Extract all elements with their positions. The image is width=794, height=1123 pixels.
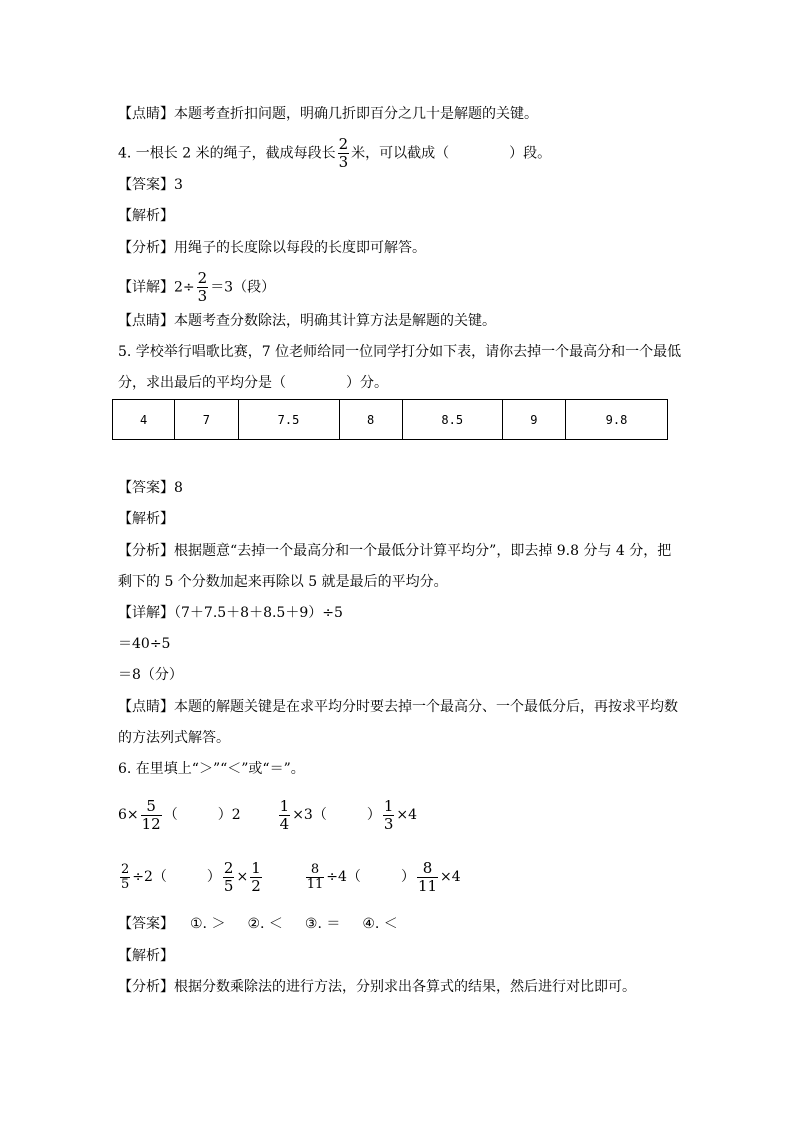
question-5-text-b: ）分。 xyxy=(346,375,388,391)
expr-1-text-b: （ xyxy=(163,807,178,823)
fraction-denominator: 3 xyxy=(383,814,394,833)
fraction-numerator: 8 xyxy=(417,860,438,878)
answer-6-item-4: ④. ＜ xyxy=(362,916,398,932)
expr-3-text-b: ÷2（ xyxy=(132,869,167,885)
answer-5: 【答案】8 xyxy=(118,480,183,496)
question-6: 6. 在里填上“＞”“＜”或“＝”。 xyxy=(118,761,305,777)
fraction-numerator: 1 xyxy=(251,858,261,877)
answer-6 xyxy=(118,914,398,934)
scores-table xyxy=(112,399,668,440)
xiangjie-5-line-3: ＝8（分） xyxy=(118,667,183,683)
fraction-denominator: 3 xyxy=(197,287,208,305)
fraction-numerator: 2 xyxy=(197,269,208,287)
expr-2-text-d: ×4 xyxy=(396,807,418,823)
fraction-denominator: 5 xyxy=(223,876,234,895)
fraction-denominator: 12 xyxy=(141,814,161,833)
fraction-8-11 xyxy=(306,863,325,892)
fraction-numerator: 1 xyxy=(279,796,290,815)
jiexi-6: 【解析】 xyxy=(118,948,174,964)
expr-3-text-d: × xyxy=(236,869,249,885)
question-5-line-2 xyxy=(118,373,388,393)
fraction-numerator: 2 xyxy=(121,861,130,877)
fraction-two-thirds xyxy=(338,136,350,171)
xiangjie-5-line-2: ＝40÷5 xyxy=(118,636,171,652)
jiexi-4: 【解析】 xyxy=(118,208,174,224)
table-cell: 8.5 xyxy=(402,400,502,440)
expr-1-text-c: ）2 xyxy=(217,807,241,823)
fraction-8-11 xyxy=(417,860,438,895)
dianjing-5-line-2: 的方法列式解答。 xyxy=(118,730,230,746)
fraction-5-12 xyxy=(141,798,162,833)
dianjing-line-q3: 【点睛】本题考查折扣问题，明确几折即百分之几十是解题的关键。 xyxy=(118,106,538,122)
expr-4-text-b: ÷4（ xyxy=(326,869,361,885)
fraction-2-5 xyxy=(223,860,235,895)
fraction-2-5 xyxy=(120,863,130,892)
question-4-text-a: 4. 一根长 2 米的绳子，截成每段长 xyxy=(118,145,336,162)
fraction-numerator: 5 xyxy=(141,798,162,816)
table-cell: 7 xyxy=(175,400,238,440)
dianjing-5-line-1: 【点睛】本题的解题关键是在求平均分时要去掉一个最高分、一个最低分后，再按求平均数 xyxy=(118,699,678,715)
xiangjie-5-line-1: 【详解】（7＋7.5＋8＋8.5＋9）÷5 xyxy=(118,605,343,621)
jiexi-5: 【解析】 xyxy=(118,511,174,527)
fenxi-6: 【分析】根据分数乘除法的进行方法，分别求出各算式的结果，然后进行对比即可。 xyxy=(118,979,636,995)
expr-4-text-c: ） xyxy=(400,869,415,885)
question-5-line-1: 5. 学校举行唱歌比赛，7 位老师给同一位同学打分如下表，请你去掉一个最高分和一个最低 xyxy=(118,344,682,360)
question-4 xyxy=(118,136,551,171)
xiangjie-4-text-b: ＝3（段） xyxy=(210,279,276,296)
fenxi-5-line-1: 【分析】根据题意“去掉一个最高分和一个最低分计算平均分”，即去掉 9.8 分与 4 分，把 xyxy=(118,543,672,559)
expr-4-text-d: ×4 xyxy=(440,869,461,885)
answer-4: 【答案】3 xyxy=(118,177,183,193)
table-cell: 9.8 xyxy=(566,400,668,440)
expr-1-text-a: 6× xyxy=(118,807,139,823)
fraction-denominator: 3 xyxy=(338,153,349,171)
fraction-denominator: 5 xyxy=(121,876,130,892)
answer-6-item-2: ②. ＜ xyxy=(247,916,283,932)
answer-6-item-3: ③. ＝ xyxy=(304,916,341,932)
xiangjie-4-text-a: 【详解】2÷ xyxy=(118,279,195,296)
answer-6-label: 【答案】 xyxy=(118,916,174,932)
fraction-numerator: 8 xyxy=(306,863,325,878)
answer-6-item-1: ①. ＞ xyxy=(190,916,226,932)
question-6-row-2 xyxy=(118,859,461,895)
fraction-two-thirds xyxy=(197,270,209,305)
question-5-text-a: 分，求出最后的平均分是（ xyxy=(118,375,286,391)
fraction-1-4 xyxy=(279,798,291,833)
table-cell: 4 xyxy=(113,400,175,440)
xiangjie-4 xyxy=(118,270,275,305)
fraction-denominator: 2 xyxy=(251,876,261,895)
fenxi-4: 【分析】用绳子的长度除以每段的长度即可解答。 xyxy=(118,240,426,256)
expr-2-text-c: ） xyxy=(366,807,381,823)
table-cell: 8 xyxy=(339,400,402,440)
expr-2-text-b: ×3（ xyxy=(292,807,327,823)
dianjing-4: 【点睛】本题考查分数除法，明确其计算方法是解题的关键。 xyxy=(118,313,496,329)
fraction-denominator: 11 xyxy=(417,876,438,895)
fraction-numerator: 2 xyxy=(338,135,349,153)
fenxi-5-line-2: 剩下的 5 个分数加起来再除以 5 就是最后的平均分。 xyxy=(118,574,448,590)
table-row xyxy=(113,400,668,440)
fraction-denominator: 4 xyxy=(279,814,290,833)
fraction-1-3 xyxy=(383,798,395,833)
expr-3-text-c: ） xyxy=(206,869,221,885)
fraction-numerator: 1 xyxy=(383,796,394,815)
table-cell: 7.5 xyxy=(238,400,339,440)
fraction-denominator: 11 xyxy=(306,876,324,892)
question-4-text-c: ）段。 xyxy=(509,145,552,162)
question-6-row-1 xyxy=(118,797,417,833)
fraction-1-2 xyxy=(250,860,262,895)
table-cell: 9 xyxy=(502,400,565,440)
question-4-text-b: 米，可以截成（ xyxy=(351,145,450,162)
fraction-numerator: 2 xyxy=(223,858,234,877)
